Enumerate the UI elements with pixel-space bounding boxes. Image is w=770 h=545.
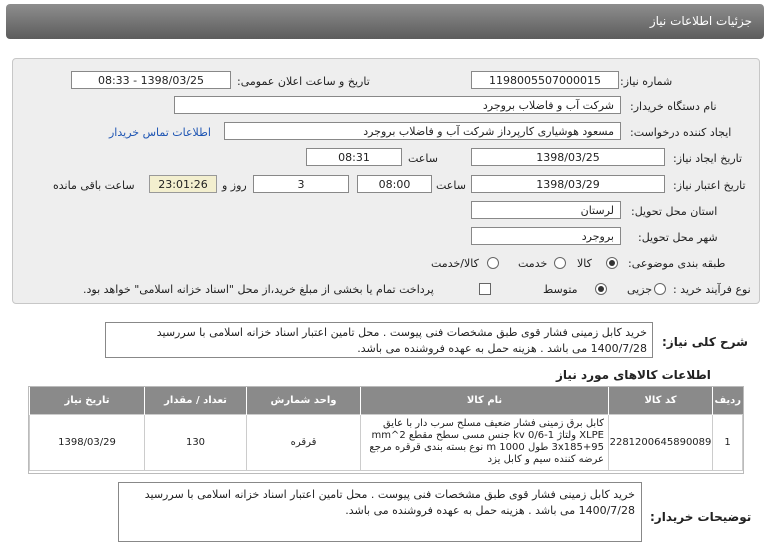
need-summary-text: خرید کابل زمینی فشار قوی طبق مشخصات فنی پیوست . محل تامین اعتبار اسناد خزانه اسلامی با سررسید 1400/7/28 می باشد . هزینه حمل به عهده فروشنده می باشد. xyxy=(105,322,653,358)
request-creator-field: مسعود هوشیاری کارپرداز شرکت آب و فاضلاب بروجرد xyxy=(224,122,621,140)
category-goods-service-label: کالا/خدمت xyxy=(431,257,479,270)
goods-table xyxy=(28,386,744,474)
buyer-notes-text: خرید کابل زمینی فشار قوی طبق مشخصات فنی پیوست . محل تامین اعتبار اسناد خزانه اسلامی با سررسید 1400/7/28 می باشد . هزینه حمل به عهده فروشنده می باشد. xyxy=(118,482,642,542)
process-medium-label: متوسط xyxy=(543,283,578,296)
purchase-process-label: نوع فرآیند خرید : xyxy=(673,283,751,296)
category-goods-service-radio[interactable] xyxy=(487,257,499,269)
remaining-days-field: 3 xyxy=(253,175,349,193)
buyer-org-field: شرکت آب و فاضلاب بروجرد xyxy=(174,96,621,114)
province-label: استان محل تحویل: xyxy=(631,205,718,218)
category-label: طبقه بندی موضوعی: xyxy=(628,257,726,270)
category-service-radio[interactable] xyxy=(554,257,566,269)
category-goods-label: کالا xyxy=(577,257,592,270)
city-field: بروجرد xyxy=(471,227,621,245)
category-goods-radio[interactable] xyxy=(606,257,618,269)
province-field: لرستان xyxy=(471,201,621,219)
col-row: ردیف xyxy=(713,387,743,414)
process-minor-radio[interactable] xyxy=(654,283,666,295)
request-creator-label: ایجاد کننده درخواست: xyxy=(630,126,732,139)
validity-date-field: 1398/03/29 xyxy=(471,175,665,193)
validity-date-label: تاریخ اعتبار نیاز: xyxy=(673,179,746,192)
validity-time-label: ساعت xyxy=(436,179,466,192)
page-title: جزئیات اطلاعات نیاز xyxy=(649,14,752,28)
remaining-time-label: ساعت باقی مانده xyxy=(53,179,135,192)
buyer-contact-link[interactable]: اطلاعات تماس خریدار xyxy=(109,126,211,139)
create-date-field: 1398/03/25 xyxy=(471,148,665,166)
row-number: 1 xyxy=(713,414,743,470)
remaining-time-field: 23:01:26 xyxy=(149,175,217,193)
goods-date: 1398/03/29 xyxy=(30,414,145,470)
create-time-label: ساعت xyxy=(408,152,438,165)
category-service-label: خدمت xyxy=(518,257,548,270)
col-date: تاریخ نیاز xyxy=(30,387,145,414)
treasury-payment-checkbox[interactable] xyxy=(479,283,491,295)
treasury-payment-note: پرداخت تمام یا بخشی از مبلغ خرید،از محل "اسناد خزانه اسلامی" خواهد بود. xyxy=(83,283,434,296)
goods-qty: 130 xyxy=(145,414,247,470)
need-info-panel xyxy=(12,58,760,304)
col-qty: تعداد / مقدار xyxy=(145,387,247,414)
validity-time-field: 08:00 xyxy=(357,175,432,193)
create-date-label: تاریخ ایجاد نیاز: xyxy=(673,152,743,165)
create-time-field: 08:31 xyxy=(306,148,402,166)
col-name: نام کالا xyxy=(361,387,609,414)
process-medium-radio[interactable] xyxy=(595,283,607,295)
page-title-bar xyxy=(6,4,764,39)
announce-datetime-field: 1398/03/25 - 08:33 xyxy=(71,71,231,89)
col-code: کد کالا xyxy=(609,387,713,414)
goods-code: 2281200645890089 xyxy=(609,414,713,470)
need-number-field: 1198005507000015 xyxy=(471,71,619,89)
goods-section-title: اطلاعات کالاهای مورد نیاز xyxy=(556,368,711,382)
table-row xyxy=(30,414,743,470)
days-label: روز و xyxy=(222,179,247,192)
city-label: شهر محل تحویل: xyxy=(638,231,718,244)
goods-table-header xyxy=(30,387,743,414)
need-summary-label: شرح کلی نیاز: xyxy=(662,335,748,349)
col-unit: واحد شمارش xyxy=(247,387,361,414)
buyer-org-label: نام دستگاه خریدار: xyxy=(630,100,717,113)
need-number-label: شماره نیاز: xyxy=(620,75,673,88)
goods-unit: قرقره xyxy=(247,414,361,470)
goods-name: کابل برق زمینی فشار ضعیف مسلح سرب دار با عایق XLPE ولتاژ kv 0/6-1 جنس مسی سطح مقطع mm^2 3x185+95 طول m 1000 نوع بسته بندی قرقره مرجع عرضه کننده سیم و کابل یزد xyxy=(361,414,609,470)
announce-datetime-label: تاریخ و ساعت اعلان عمومی: xyxy=(237,75,370,88)
process-minor-label: جزیی xyxy=(627,283,653,296)
buyer-notes-label: توضیحات خریدار: xyxy=(650,510,752,524)
